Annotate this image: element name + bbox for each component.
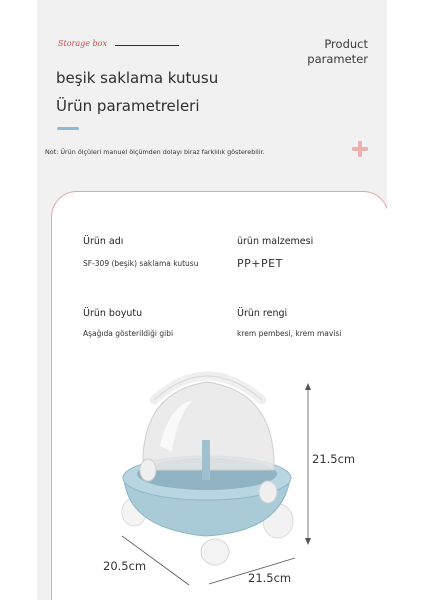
wheel-front bbox=[201, 539, 229, 565]
width-dimension: 21.5cm bbox=[248, 571, 292, 585]
depth-dimension: 20.5cm bbox=[103, 559, 147, 573]
material-value: PP+PET bbox=[237, 257, 283, 270]
material-label: ürün malzemesi bbox=[237, 236, 314, 247]
page-subtitle: Ürün parametreleri bbox=[56, 97, 200, 115]
page-title: beşik saklama kutusu bbox=[56, 69, 219, 87]
brand-label: Storage box bbox=[58, 39, 107, 48]
product-name-label: Ürün adı bbox=[83, 236, 124, 247]
color-value: krem pembesi, krem mavisi bbox=[237, 329, 342, 338]
product-parameter-line1: Product bbox=[324, 37, 368, 51]
color-label: Ürün rengi bbox=[237, 308, 288, 319]
measurement-note: Not: Ürün ölçüleri manuel ölçümden dolayı biraz farklılık gösterebilir. bbox=[45, 148, 265, 156]
product-parameter-line2: parameter bbox=[307, 52, 368, 66]
product-name-value: SF-309 (beşik) saklama kutusu bbox=[83, 259, 199, 268]
height-dimension: 21.5cm bbox=[312, 452, 356, 466]
size-label: Ürün boyutu bbox=[83, 308, 143, 319]
size-value: Aşağıda gösterildiği gibi bbox=[83, 329, 174, 338]
